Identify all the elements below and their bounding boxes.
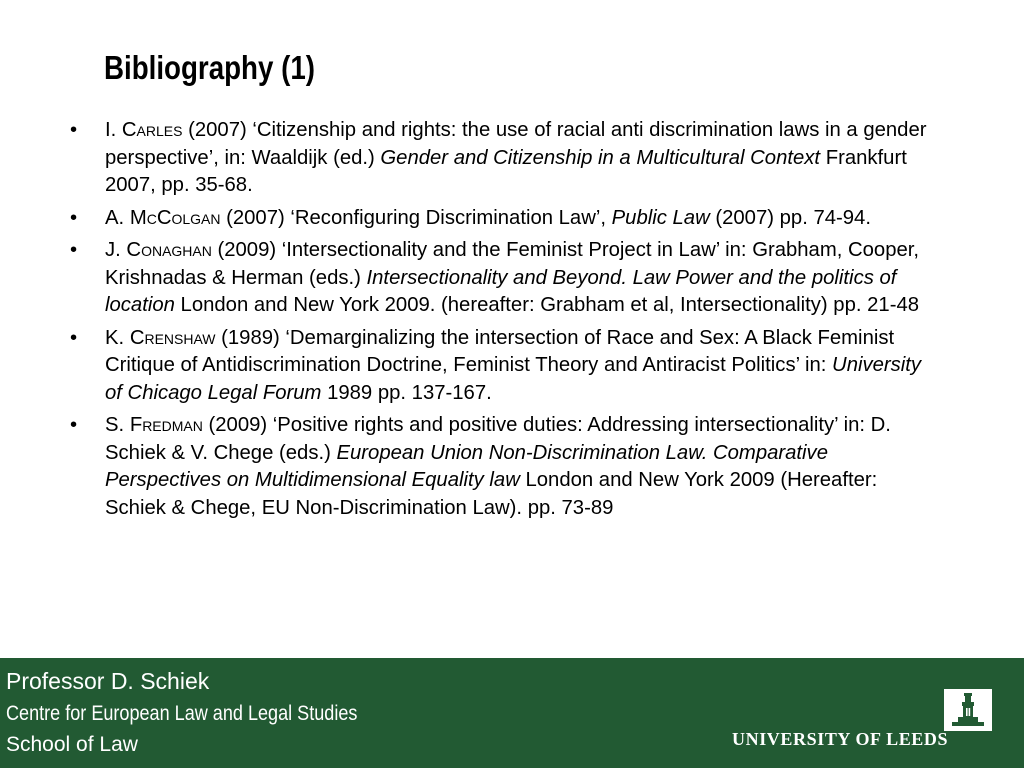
bibliography-list [70, 117, 940, 527]
bullet: • [70, 119, 78, 141]
citation-text: (2009) ‘Positive rights and positive duties: Addressing intersectionality’ in: D. Schiek & V. Chege (eds.) [105, 414, 891, 464]
author-name: Conaghan [126, 239, 212, 261]
bibliography-entry [70, 325, 940, 408]
citation-details: London and New York 2009 (Hereafter: Schiek & Chege, EU Non-Discrimination Law). pp. 73-89 [105, 469, 878, 519]
citation-details: 1989 pp. 137-167. [321, 381, 492, 404]
bibliography-entry [70, 117, 940, 200]
bibliography-entry [70, 412, 940, 522]
author-initial: I. [105, 119, 122, 141]
citation-details: Frankfurt 2007, pp. 35-68. [105, 146, 907, 196]
publication-title: Intersectionality and Beyond. Law Power and the politics of location [105, 266, 897, 316]
centre-name: Centre for European Law and Legal Studies [6, 702, 358, 725]
slide-title: Bibliography (1) [104, 49, 315, 86]
leeds-parkinson-tower-icon [944, 689, 992, 731]
school-name: School of Law [6, 733, 138, 756]
author-initial: K. [105, 326, 130, 349]
citation-text: (2007) ‘Reconfiguring Discrimination Law’, [220, 206, 612, 229]
citation-text: (2009) ‘Intersectionality and the Feminist Project in Law’ in: Grabham, Cooper, Krishnadas & Herman (eds.) [105, 239, 920, 289]
citation-details: (2007) pp. 74-94. [709, 206, 871, 229]
bibliography-entry [70, 205, 940, 233]
bibliography-entry [70, 237, 940, 320]
author-name: McColgan [129, 206, 221, 229]
citation-details: London and New York 2009. (hereafter: Grabham et al, Intersectionality) pp. 21-48 [174, 294, 920, 316]
bullet: • [70, 414, 78, 436]
author-name: Carles [121, 119, 183, 141]
publication-title: Public Law [611, 206, 710, 229]
publication-title: University of Chicago Legal Forum [105, 354, 922, 404]
bullet: • [70, 206, 78, 229]
bullet: • [70, 326, 78, 349]
author-name: Crenshaw [129, 326, 216, 349]
bullet: • [70, 239, 78, 261]
citation-text: (2007) ‘Citizenship and rights: the use of racial anti discrimination laws in a gender perspective’, in: Waaldijk (ed.) [105, 119, 927, 169]
footer-bar [0, 658, 1024, 768]
publication-title: Gender and Citizenship in a Multicultural Context [380, 146, 821, 169]
presenter-name: Professor D. Schiek [6, 668, 210, 694]
author-initial: S. [105, 414, 130, 436]
publication-title: European Union Non-Discrimination Law. Comparative Perspectives on Multidimensional Equality law [105, 441, 828, 491]
author-initial: A. [105, 206, 130, 229]
university-name: UNIVERSITY OF LEEDS [732, 729, 949, 749]
author-name: Fredman [129, 414, 203, 436]
citation-text: (1989) ‘Demarginalizing the intersection of Race and Sex: A Black Feminist Critique of Antidiscrimination Doctrine, Feminist Theory and Antiracist Politics’ in: [105, 326, 895, 376]
author-initial: J. [105, 239, 127, 261]
